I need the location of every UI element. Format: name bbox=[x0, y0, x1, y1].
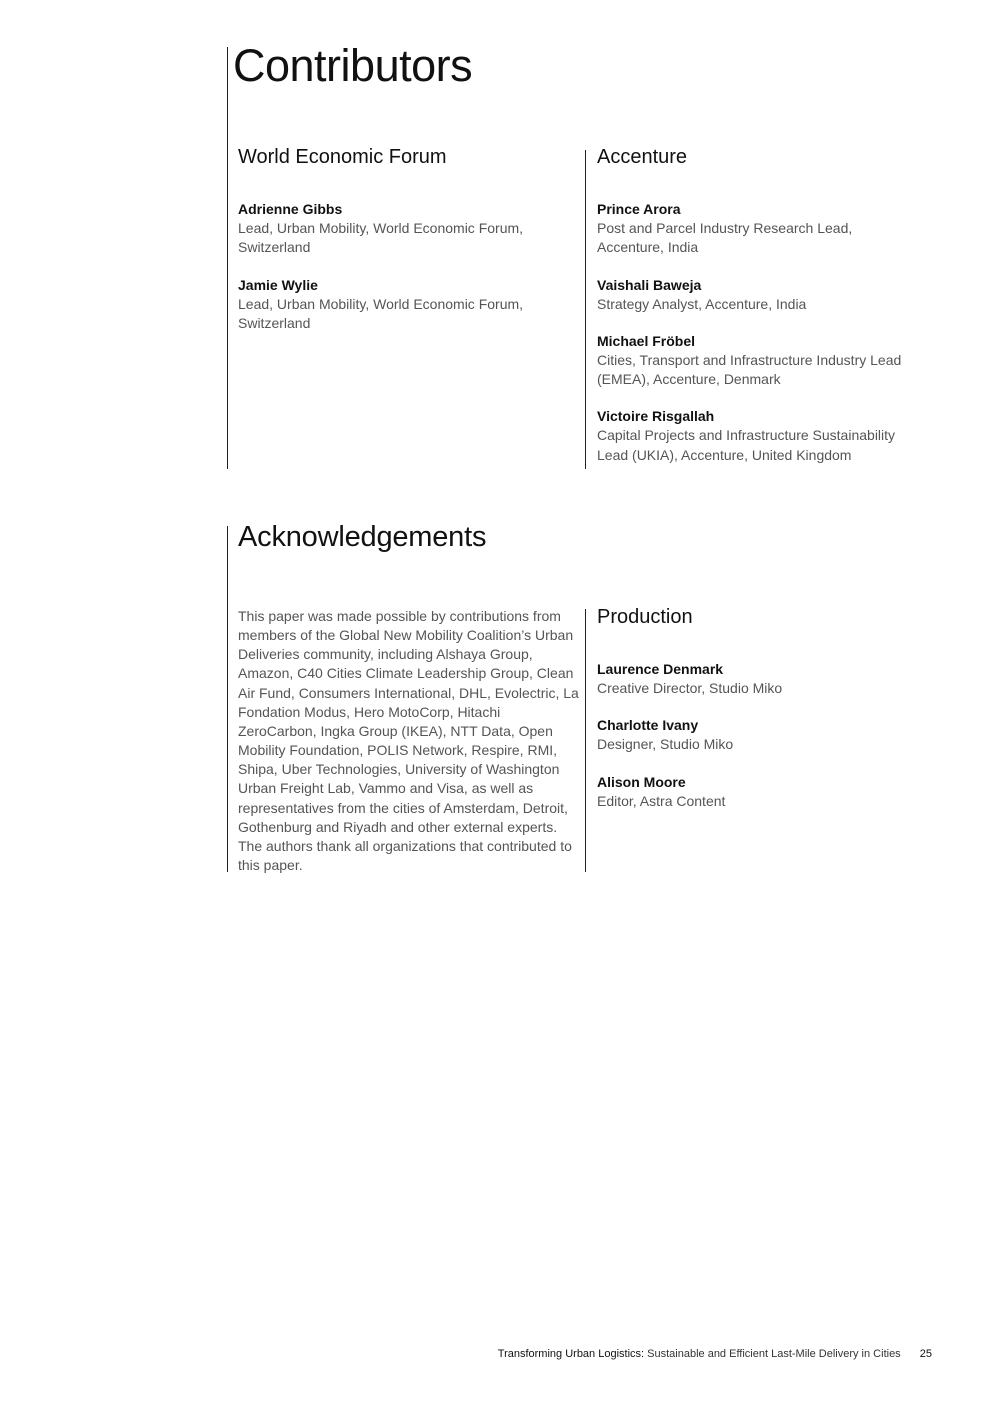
contributor-role: Post and Parcel Industry Research Lead, Accenture, India bbox=[597, 220, 853, 256]
production-name: Alison Moore bbox=[597, 773, 686, 790]
contributor-entry bbox=[597, 332, 927, 390]
accenture-column bbox=[597, 144, 927, 483]
production-entry bbox=[597, 716, 927, 754]
contributor-name: Victoire Risgallah bbox=[597, 408, 715, 425]
production-entry bbox=[597, 660, 927, 698]
accenture-column-rule bbox=[585, 150, 586, 469]
contributor-entry bbox=[238, 276, 568, 334]
contributor-entry bbox=[597, 407, 927, 465]
production-column bbox=[597, 604, 927, 829]
production-name: Charlotte Ivany bbox=[597, 717, 699, 734]
contributor-role: Strategy Analyst, Accenture, India bbox=[597, 295, 807, 312]
footer-publication-title: Transforming Urban Logistics: bbox=[497, 1348, 645, 1360]
contributor-role: Cities, Transport and Infrastructure Industry Lead (EMEA), Accenture, Denmark bbox=[597, 351, 902, 388]
contributor-name: Jamie Wylie bbox=[238, 276, 318, 293]
page-footer bbox=[498, 1347, 932, 1361]
acknowledgements-rule bbox=[227, 526, 228, 872]
production-name: Laurence Denmark bbox=[597, 661, 724, 677]
production-column-rule bbox=[585, 609, 586, 872]
production-heading: Production bbox=[597, 606, 693, 628]
contributor-entry bbox=[238, 200, 568, 258]
contributor-name: Vaishali Baweja bbox=[597, 276, 702, 293]
contributor-role: Capital Projects and Infrastructure Sustainability Lead (UKIA), Accenture, United Kingdom bbox=[597, 427, 896, 463]
production-role: Designer, Studio Miko bbox=[597, 736, 734, 753]
contributor-entry bbox=[597, 200, 927, 258]
acknowledgements-body: This paper was made possible by contributions from members of the Global New Mobility Coalition’s Urban Deliveries community, including Alshaya Group, Amazon, C40 Cities Climate Leadership Group, Clean Air Fund, Consumers International, DHL, Evolectric, La Fondation Modus, Hero MotoCorp, Hitachi ZeroCarbon, Ingka Group (IKEA), NTT Data, Open Mobility Foundation, POLIS Network, Respire, RMI, Shipa, Uber Technologies, University of Washington Urban Freight Lab, Vammo and Visa, as well as representatives from the cities of Amsterdam, Detroit, Gothenburg and Riyadh and other external experts. The authors thank all organizations that contributed to this paper. bbox=[238, 608, 579, 874]
footer-publication-subtitle: Sustainable and Efficient Last-Mile Delivery in Cities bbox=[647, 1348, 901, 1360]
contributor-entry bbox=[597, 276, 927, 314]
contributor-role: Lead, Urban Mobility, World Economic Forum, Switzerland bbox=[238, 220, 524, 256]
contributor-name: Adrienne Gibbs bbox=[238, 201, 343, 217]
page-number: 25 bbox=[919, 1348, 932, 1360]
page-title: Contributors bbox=[233, 40, 473, 91]
contributors-rule bbox=[227, 47, 228, 469]
production-entry bbox=[597, 773, 927, 811]
contributor-role: Lead, Urban Mobility, World Economic Forum, Switzerland bbox=[238, 295, 524, 331]
contributor-name: Michael Fröbel bbox=[597, 332, 696, 349]
accenture-heading: Accenture bbox=[597, 146, 688, 168]
wef-heading: World Economic Forum bbox=[238, 146, 447, 168]
production-role: Editor, Astra Content bbox=[597, 792, 726, 809]
acknowledgements-title: Acknowledgements bbox=[238, 521, 487, 553]
contributor-name: Prince Arora bbox=[597, 201, 681, 217]
wef-column bbox=[238, 144, 568, 351]
production-role: Creative Director, Studio Miko bbox=[597, 680, 783, 696]
